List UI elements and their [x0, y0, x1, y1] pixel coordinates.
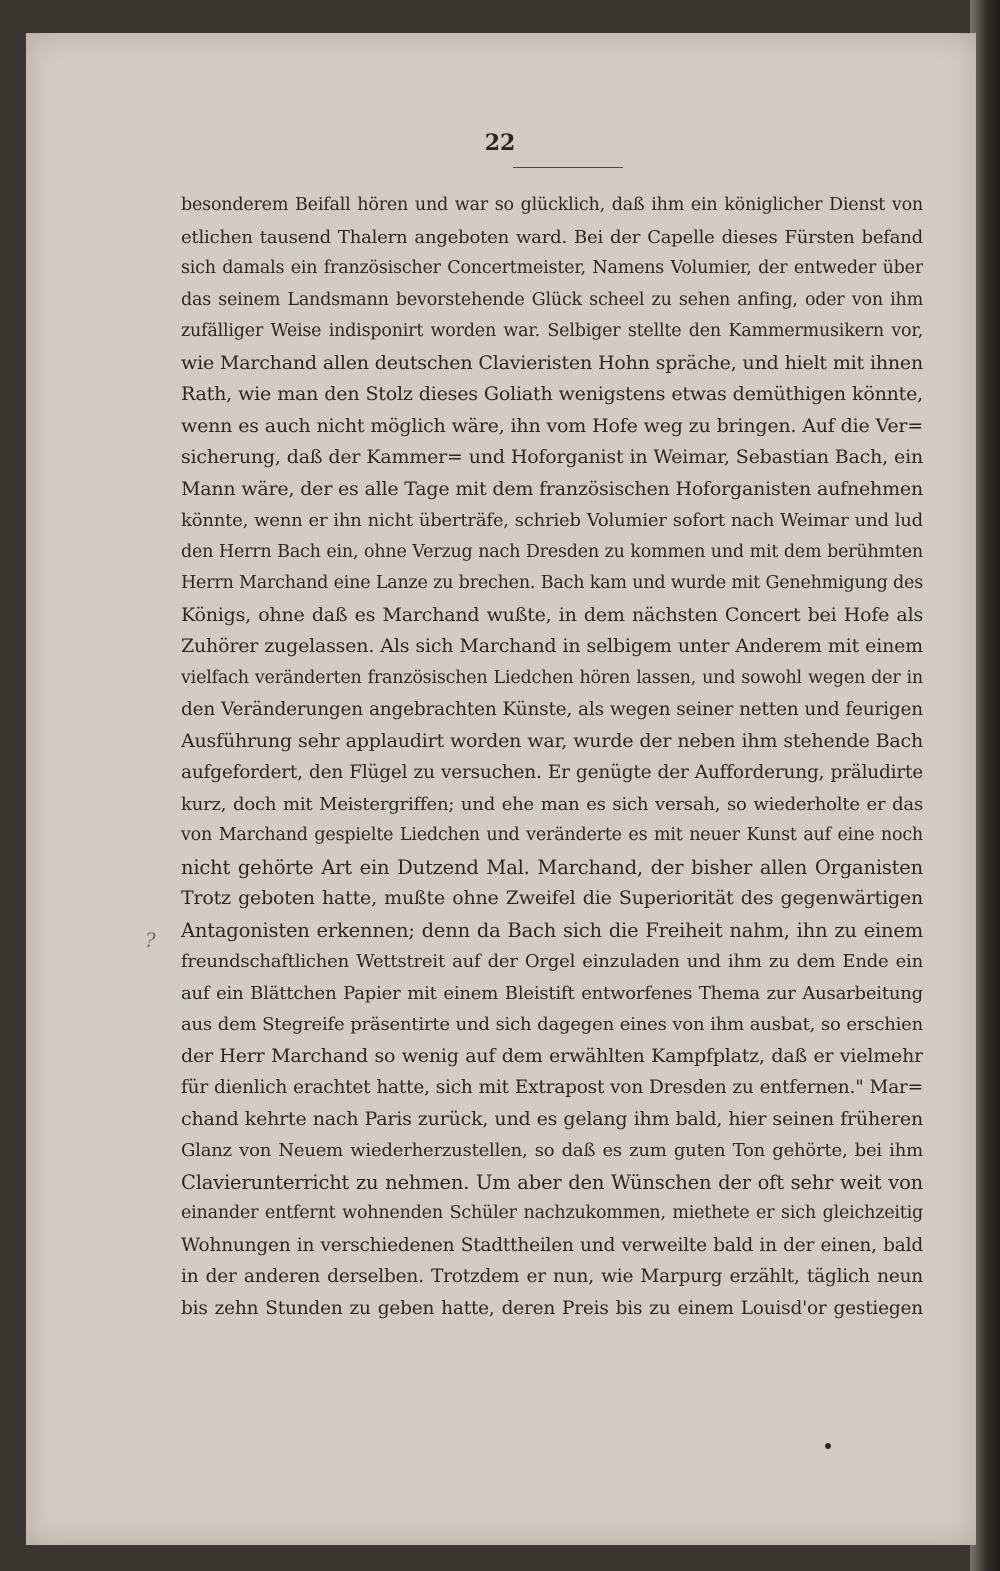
text-line: sich damals ein französischer Concertmeister, Namens Volumier, der entweder über: [181, 258, 923, 278]
text-line: in der anderen derselben. Trotzdem er nun, wie Marpurg erzählt, täglich neun: [181, 1266, 923, 1287]
text-line: nicht gehörte Art ein Dutzend Mal. Marchand, der bisher allen Organisten: [181, 855, 923, 879]
text-line: Antagonisten erkennen; denn da Bach sich die Freiheit nahm, ihn zu einem: [181, 918, 923, 942]
margin-note: ?: [145, 928, 156, 952]
ink-dot: [825, 1443, 831, 1449]
text-line: chand kehrte nach Paris zurück, und es gelang ihm bald, hier seinen früheren: [181, 1107, 923, 1130]
header-rule: [513, 167, 623, 168]
text-line: Trotz geboten hatte, mußte ohne Zweifel die Superiorität des gegenwärtigen: [181, 887, 923, 909]
page-number: 22: [484, 130, 516, 156]
text-line: wie Marchand allen deutschen Clavieristen Hohn spräche, und hielt mit ihnen: [181, 351, 923, 374]
text-line: Königs, ohne daß es Marchand wußte, in dem nächsten Concert bei Hofe als: [181, 603, 923, 626]
text-line: Glanz von Neuem wiederherzustellen, so daß es zum guten Ton gehörte, bei ihm: [181, 1140, 923, 1161]
text-line: von Marchand gespielte Liedchen und veränderte es mit neuer Kunst auf eine noch: [181, 825, 923, 845]
text-line: einander entfernt wohnenden Schüler nachzukommen, miethete er sich gleichzeitig: [181, 1203, 923, 1223]
text-line: Herrn Marchand eine Lanze zu brechen. Bach kam und wurde mit Genehmigung des: [181, 573, 923, 593]
text-line: etlichen tausend Thalern angeboten ward. Bei der Capelle dieses Fürsten befand: [181, 226, 923, 248]
text-line: aus dem Stegreife präsentirte und sich dagegen eines von ihm ausbat, so erschien: [181, 1014, 923, 1035]
text-line: Rath, wie man den Stolz dieses Goliath wenigstens etwas demüthigen könnte,: [181, 383, 923, 405]
text-line: bis zehn Stunden zu geben hatte, deren Preis bis zu einem Louisd'or gestiegen: [181, 1297, 923, 1319]
text-line: sicherung, daß der Kammer= und Hoforganist in Weimar, Sebastian Bach, ein: [181, 446, 923, 468]
text-line: der Herr Marchand so wenig auf dem erwählten Kampfplatz, daß er vielmehr: [181, 1044, 923, 1067]
text-line: das seinem Landsmann bevorstehende Glück scheel zu sehen anfing, oder von ihm: [181, 289, 923, 310]
text-line: besonderem Beifall hören und war so glücklich, daß ihm ein königlicher Dienst von: [181, 195, 923, 215]
text-line: Clavierunterricht zu nehmen. Um aber den Wünschen der oft sehr weit von: [181, 1170, 923, 1194]
text-line: für dienlich erachtet hatte, sich mit Extrapost von Dresden zu entfernen." Mar=: [181, 1077, 923, 1098]
text-line: kurz, doch mit Meistergriffen; und ehe man es sich versah, so wiederholte er das: [181, 793, 923, 815]
text-line: Mann wäre, der es alle Tage mit dem französischen Hoforganisten aufnehmen: [181, 477, 923, 500]
text-line: auf ein Blättchen Papier mit einem Bleistift entworfenes Thema zur Ausarbeitung: [181, 982, 923, 1004]
text-line: zufälliger Weise indisponirt worden war. Selbiger stellte den Kammermusikern vor,: [181, 321, 923, 341]
text-line: aufgefordert, den Flügel zu versuchen. Er genügte der Aufforderung, präludirte: [181, 762, 923, 783]
text-line: den Veränderungen angebrachten Künste, als wegen seiner netten und feurigen: [181, 699, 923, 720]
text-line: könnte, wenn er ihn nicht überträfe, schrieb Volumier sofort nach Weimar und lud: [181, 510, 923, 531]
text-line: Wohnungen in verschiedenen Stadttheilen und verweilte bald in der einen, bald: [181, 1234, 923, 1256]
text-line: den Herrn Bach ein, ohne Verzug nach Dresden zu kommen und mit dem berühmten: [181, 541, 923, 562]
text-line: Ausführung sehr applaudirt worden war, wurde der neben ihm stehende Bach: [181, 729, 923, 752]
body-text: [181, 190, 923, 1324]
text-line: freundschaftlichen Wettstreit auf der Orgel einzuladen und ihm zu dem Ende ein: [181, 951, 923, 972]
text-line: Zuhörer zugelassen. Als sich Marchand in selbigem unter Anderem mit einem: [181, 635, 923, 657]
text-line: vielfach veränderten französischen Liedchen hören lassen, und sowohl wegen der in: [181, 667, 923, 688]
text-line: wenn es auch nicht möglich wäre, ihn vom Hofe weg zu bringen. Auf die Ver=: [181, 414, 923, 437]
